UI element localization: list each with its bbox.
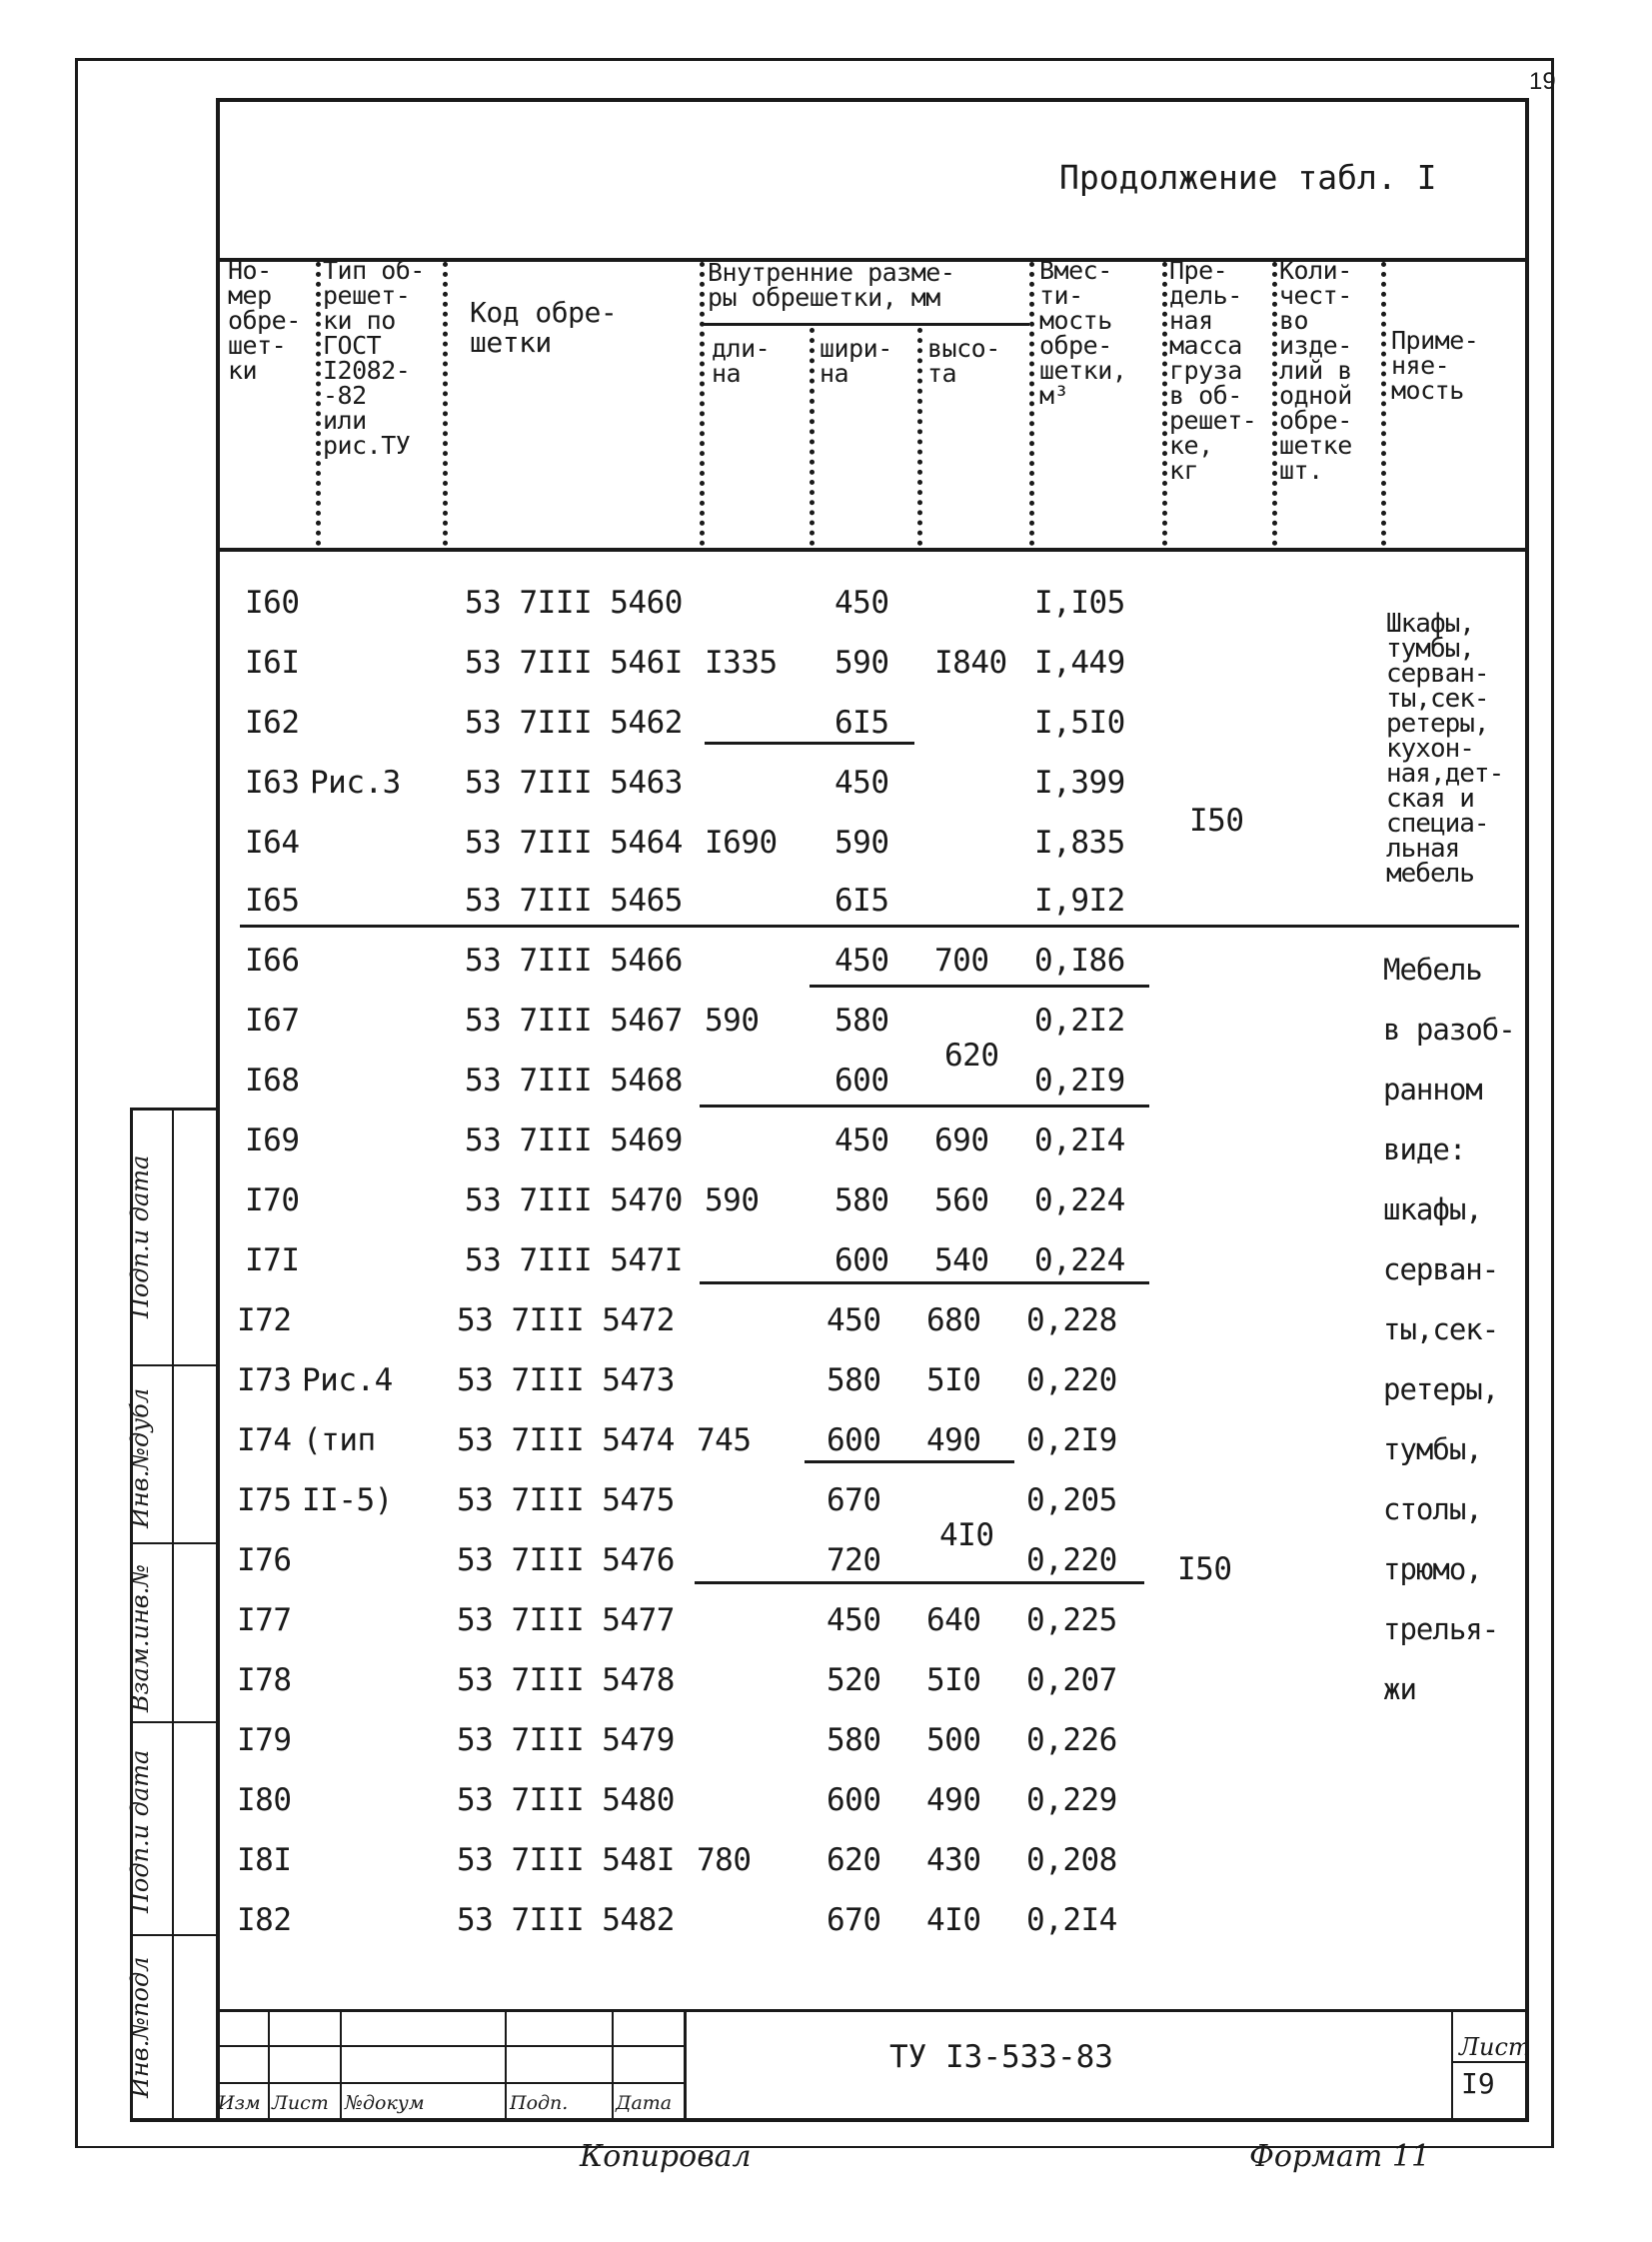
merged-height-410: 4I0	[939, 1517, 994, 1553]
cell-width: 6I5	[834, 883, 889, 919]
cell-width: 450	[826, 1302, 881, 1338]
margin-strip-top	[130, 1108, 218, 1111]
header-length: дли- на	[712, 334, 771, 388]
cell-code: 53 7III 5482	[457, 1902, 675, 1938]
copied-label: Копировал	[580, 2139, 752, 2174]
underline-row-174	[805, 1460, 1014, 1463]
cell-code: 53 7III 5464	[465, 825, 683, 861]
cell-num: I73	[237, 1362, 292, 1398]
continuation-title: Продолжение табл. I	[1059, 158, 1437, 197]
cell-code: 53 7III 5469	[465, 1122, 683, 1158]
cell-volume: 0,205	[1026, 1482, 1117, 1518]
sheet-label: Лист	[1459, 2033, 1531, 2061]
cell-code: 53 7III 548I	[457, 1842, 675, 1878]
margin-div-1	[130, 1364, 218, 1366]
cell-height: 500	[926, 1722, 981, 1758]
cell-code: 53 7III 5460	[465, 585, 683, 621]
margin-podp-data-bottom: Подп.и дата	[126, 1749, 154, 1913]
cell-length: I690	[705, 825, 778, 861]
stamp-sheet-row	[1451, 2061, 1527, 2063]
cell-code: 53 7III 5468	[465, 1063, 683, 1099]
cell-type: II-5)	[302, 1482, 393, 1518]
cell-volume: 0,2I2	[1034, 1003, 1125, 1039]
header-height: высо- та	[927, 334, 1000, 388]
cell-height: 490	[926, 1422, 981, 1458]
cell-num: I67	[245, 1003, 300, 1039]
margin-div-2	[130, 1542, 218, 1544]
header-sep-9	[1381, 262, 1386, 546]
outer-frame-right	[1551, 58, 1554, 2147]
document-designation: ТУ I3-533-83	[889, 2039, 1113, 2075]
header-sep-7	[1162, 262, 1167, 546]
cell-height: 4I0	[926, 1902, 981, 1938]
margin-inv-podl: Инв.№подл	[126, 1956, 154, 2098]
cell-width: 720	[826, 1542, 881, 1578]
cell-height: 490	[926, 1782, 981, 1818]
cell-num: I70	[245, 1182, 300, 1218]
cell-num: I72	[237, 1302, 292, 1338]
stamp-list: Лист	[272, 2092, 329, 2114]
underline-row-168	[700, 1105, 1149, 1108]
cell-height: 430	[926, 1842, 981, 1878]
cell-volume: 0,224	[1034, 1182, 1125, 1218]
cell-width: 600	[834, 1242, 889, 1278]
header-bottom-rule	[216, 548, 1527, 552]
merged-height-620: 620	[944, 1038, 999, 1074]
outer-frame-top	[75, 58, 1554, 61]
cell-code: 53 7III 5477	[457, 1602, 675, 1638]
cell-width: 450	[834, 585, 889, 621]
cell-num: I60	[245, 585, 300, 621]
margin-div-3	[130, 1721, 218, 1723]
margin-inv-dubl: Инв.№дубл	[126, 1387, 154, 1528]
cell-volume: 0,208	[1026, 1842, 1117, 1878]
header-sep-8	[1272, 262, 1277, 546]
cell-num: I76	[237, 1542, 292, 1578]
cell-width: 450	[834, 1122, 889, 1158]
cell-num: I65	[245, 883, 300, 919]
cell-num: I63	[245, 765, 300, 801]
inner-frame-top	[216, 98, 1527, 102]
cell-num: I68	[245, 1063, 300, 1099]
cell-volume: I,449	[1034, 645, 1125, 681]
cell-volume: 0,2I4	[1026, 1902, 1117, 1938]
header-sep-5	[917, 328, 922, 546]
cell-code: 53 7III 5470	[465, 1182, 683, 1218]
cell-volume: 0,224	[1034, 1242, 1125, 1278]
cell-volume: 0,225	[1026, 1602, 1117, 1638]
cell-width: 450	[834, 943, 889, 979]
cell-width: 450	[826, 1602, 881, 1638]
cell-width: 450	[834, 765, 889, 801]
cell-volume: I,5I0	[1034, 705, 1125, 741]
cell-height: 690	[934, 1122, 989, 1158]
cell-height: 680	[926, 1302, 981, 1338]
header-volume: Вмес- ти- мость обре- шетки, м³	[1039, 256, 1127, 410]
cell-code: 53 7III 5476	[457, 1542, 675, 1578]
merged-max-mass-2: I50	[1177, 1551, 1232, 1587]
cell-width: 6I5	[834, 705, 889, 741]
cell-volume: I,399	[1034, 765, 1125, 801]
underline-row-166	[810, 985, 1149, 988]
cell-code: 53 7III 5465	[465, 883, 683, 919]
cell-volume: 0,228	[1026, 1302, 1117, 1338]
header-number: Но- мер обре- шет- ки	[228, 256, 301, 385]
cell-code: 53 7III 5474	[457, 1422, 675, 1458]
stamp-col-5	[684, 2009, 687, 2119]
cell-length: 745	[697, 1422, 752, 1458]
cell-volume: I,835	[1034, 825, 1125, 861]
stamp-izm: Изм	[218, 2092, 261, 2114]
underline-row-176	[695, 1581, 1144, 1584]
cell-num: I79	[237, 1722, 292, 1758]
header-sep-2	[443, 262, 448, 546]
stamp-col-2	[340, 2009, 342, 2119]
cell-height: 5I0	[926, 1662, 981, 1698]
header-applicability: Приме- няе- мость	[1391, 326, 1479, 405]
cell-type: (тип	[303, 1422, 376, 1458]
margin-vzam-inv: Взам.инв.№	[126, 1563, 154, 1713]
cell-num: I78	[237, 1662, 292, 1698]
inner-dims-rule	[702, 323, 1029, 326]
header-quantity: Коли- чест- во изде- лий в одной обре- шетке шт.	[1279, 256, 1352, 485]
stamp-col-3	[505, 2009, 507, 2119]
cell-num: I8I	[237, 1842, 292, 1878]
stamp-date: Дата	[616, 2092, 673, 2114]
cell-width: 670	[826, 1482, 881, 1518]
header-sep-6	[1029, 262, 1034, 546]
cell-num: I6I	[245, 645, 300, 681]
cell-height: 540	[934, 1242, 989, 1278]
cell-code: 53 7III 5467	[465, 1003, 683, 1039]
cell-volume: 0,229	[1026, 1782, 1117, 1818]
cell-volume: 0,220	[1026, 1362, 1117, 1398]
cell-length: 590	[705, 1182, 760, 1218]
cell-code: 53 7III 5466	[465, 943, 683, 979]
sheet-number: 19	[1529, 68, 1556, 95]
cell-num: I75	[237, 1482, 292, 1518]
underline-row-171	[700, 1281, 1149, 1284]
cell-num: I74	[237, 1422, 292, 1458]
stamp-top	[216, 2009, 1527, 2012]
inner-frame-right	[1525, 98, 1529, 2121]
format-label: Формат 11	[1249, 2139, 1431, 2174]
underline-row-162	[705, 742, 914, 745]
cell-width: 600	[826, 1422, 881, 1458]
cell-volume: 0,226	[1026, 1722, 1117, 1758]
cell-code: 53 7III 5463	[465, 765, 683, 801]
cell-width: 580	[834, 1003, 889, 1039]
header-width: шири- на	[820, 334, 892, 388]
cell-volume: 0,2I9	[1026, 1422, 1117, 1458]
cell-volume: I,9I2	[1034, 883, 1125, 919]
cell-length: 590	[705, 1003, 760, 1039]
cell-num: I80	[237, 1782, 292, 1818]
sheet-value: I9	[1461, 2067, 1495, 2100]
stamp-col-1	[268, 2009, 270, 2119]
stamp-doc-number: №докум	[345, 2092, 425, 2114]
cell-code: 53 7III 5479	[457, 1722, 675, 1758]
cell-num: I66	[245, 943, 300, 979]
cell-width: 670	[826, 1902, 881, 1938]
margin-strip-mid	[172, 1108, 174, 2121]
cell-width: 520	[826, 1662, 881, 1698]
margin-div-4	[130, 1934, 218, 1936]
cell-volume: 0,207	[1026, 1662, 1117, 1698]
cell-height: I840	[934, 645, 1007, 681]
group-rule-1	[240, 925, 1519, 928]
cell-code: 53 7III 5478	[457, 1662, 675, 1698]
cell-num: I7I	[245, 1242, 300, 1278]
cell-volume: I,I05	[1034, 585, 1125, 621]
header-sep-1	[316, 262, 321, 546]
cell-volume: 0,I86	[1034, 943, 1125, 979]
header-inner-dims: Внутренние разме- ры обрешетки, мм	[708, 258, 955, 312]
cell-num: I82	[237, 1902, 292, 1938]
outer-frame-left	[75, 58, 78, 2147]
cell-width: 580	[826, 1362, 881, 1398]
cell-num: I77	[237, 1602, 292, 1638]
cell-width: 590	[834, 645, 889, 681]
cell-height: 5I0	[926, 1362, 981, 1398]
cell-code: 53 7III 5473	[457, 1362, 675, 1398]
cell-code: 53 7III 5480	[457, 1782, 675, 1818]
cell-num: I69	[245, 1122, 300, 1158]
header-max-mass: Пре- дель- ная масса груза в об- решет- ке, кг	[1169, 256, 1257, 485]
cell-type: Рис.3	[310, 765, 401, 801]
stamp-signature: Подп.	[510, 2092, 569, 2114]
cell-code: 53 7III 547I	[465, 1242, 683, 1278]
note-group-2: Мебель в разоб- ранном виде: шкафы, серван- ты,сек- ретеры, тумбы, столы, трюмо, трелья- жи	[1383, 953, 1515, 1706]
cell-length: 780	[697, 1842, 752, 1878]
header-code: Код обре- шетки	[470, 296, 618, 359]
cell-type: Рис.4	[302, 1362, 393, 1398]
cell-width: 580	[826, 1722, 881, 1758]
margin-podp-data-top: Подп.и дата	[126, 1154, 154, 1318]
cell-code: 53 7III 5472	[457, 1302, 675, 1338]
header-type: Тип об- решет- ки по ГОСТ I2082- -82 или рис.ТУ	[323, 256, 425, 460]
cell-width: 600	[826, 1782, 881, 1818]
cell-num: I64	[245, 825, 300, 861]
cell-code: 53 7III 546I	[465, 645, 683, 681]
header-sep-3	[700, 262, 705, 546]
cell-height: 560	[934, 1182, 989, 1218]
cell-width: 580	[834, 1182, 889, 1218]
merged-max-mass-1: I50	[1189, 803, 1244, 839]
cell-height: 640	[926, 1602, 981, 1638]
cell-volume: 0,2I9	[1034, 1063, 1125, 1099]
cell-code: 53 7III 5462	[465, 705, 683, 741]
cell-code: 53 7III 5475	[457, 1482, 675, 1518]
cell-height: 700	[934, 943, 989, 979]
cell-num: I62	[245, 705, 300, 741]
cell-volume: 0,220	[1026, 1542, 1117, 1578]
cell-length: I335	[705, 645, 778, 681]
cell-width: 620	[826, 1842, 881, 1878]
stamp-col-4	[612, 2009, 614, 2119]
header-sep-4	[810, 328, 815, 546]
note-group-1: Шкафы, тумбы, серван- ты,сек- ретеры, кухон- ная,дет- ская и специа- льная мебель	[1386, 609, 1504, 889]
cell-width: 600	[834, 1063, 889, 1099]
stamp-sheet-col	[1451, 2009, 1453, 2119]
cell-volume: 0,2I4	[1034, 1122, 1125, 1158]
cell-width: 590	[834, 825, 889, 861]
